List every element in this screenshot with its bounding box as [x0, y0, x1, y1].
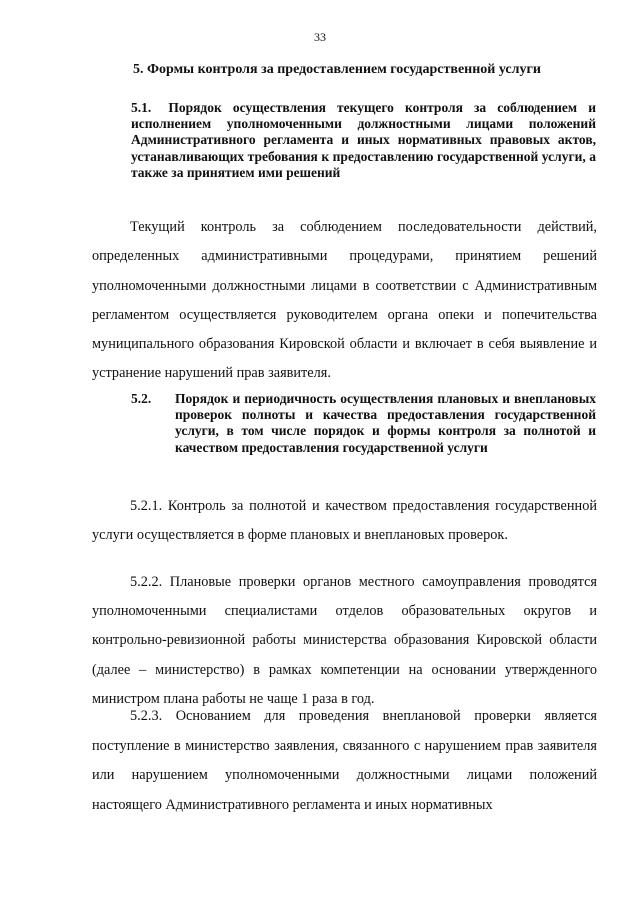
- section-5-1-heading: [131, 100, 596, 181]
- section-5-2-heading: [131, 391, 596, 456]
- paragraph-5-2-1: 5.2.1. Контроль за полнотой и качеством предоставления государственной услуги осуществляется в форме плановых и внеплановых проверок.: [92, 498, 597, 544]
- section-5-heading: 5. Формы контроля за предоставлением государственной услуги: [133, 62, 541, 77]
- page-number: 33: [314, 30, 326, 44]
- section-5-2-number: 5.2.: [131, 391, 152, 406]
- paragraph-5-2-2: 5.2.2. Плановые проверки органов местного самоуправления проводятся уполномоченными специалистами отделов образовательных округов и контрольно-ревизионной работы министерства образования Кировской области (далее – министерство) в рамках компетенции на основании утвержденного министром плана работы не чаще 1 раза в год.: [92, 574, 597, 707]
- paragraph-5-2-3: 5.2.3. Основанием для проведения внеплановой проверки является поступление в министерство заявления, связанного с нарушением прав заявителя или нарушением уполномоченными должностными лицами положений настоящего Административного регламента и иных нормативных: [92, 708, 597, 813]
- section-5-1-paragraph: Текущий контроль за соблюдением последовательности действий, определенных административными процедурами, принятием решений уполномоченными должностными лицами в соответствии с Административным регламентом осуществляется руководителем органа опеки и попечительства муниципального образования Кировской области и включает в себя выявление и устранение нарушений прав заявителя.: [92, 219, 597, 382]
- section-5-1-number: 5.1.: [131, 100, 152, 115]
- section-5-2-title: Порядок и периодичность осуществления плановых и внеплановых проверок полноты и качества предоставления государственной услуги, в том числе порядок и формы контроля за полнотой и качеством предоставления государственной услуги: [175, 391, 596, 455]
- section-5-1-title: Порядок осуществления текущего контроля за соблюдением и исполнением уполномоченными должностными лицами положений Административного регламента и иных нормативных правовых актов, устанавливающих требования к предоставлению государственной услуги, а также за принятием ими решений: [131, 100, 596, 180]
